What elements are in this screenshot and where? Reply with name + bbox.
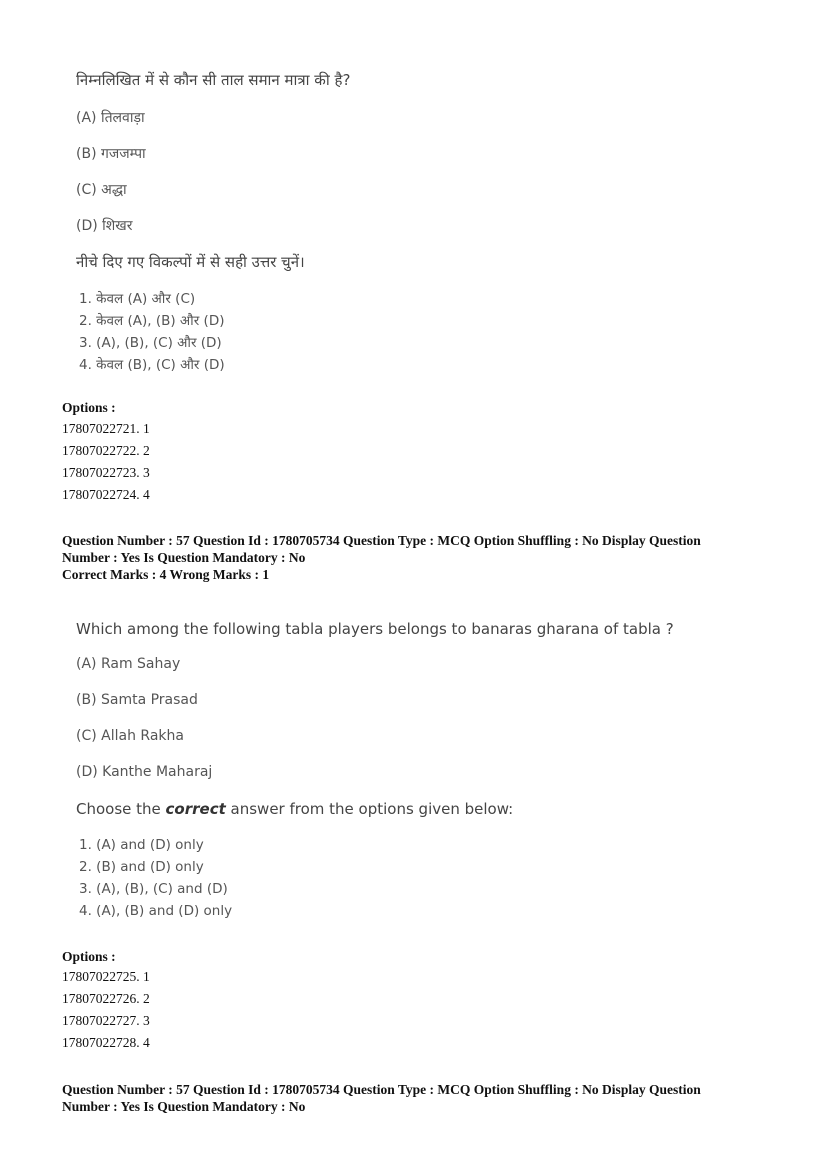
question-metadata-line-1: Question Number : 57 Question Id : 1780705734 Question Type : MCQ Option Shuffling : No Display Question — [62, 1082, 701, 1097]
question-stem: Which among the following tabla players belongs to banaras gharana of tabla ? — [76, 620, 674, 638]
option-b: (B) Samta Prasad — [76, 692, 198, 708]
option-id-4: 17807022724. 4 — [62, 487, 150, 502]
option-id-4: 17807022728. 4 — [62, 1035, 150, 1050]
answer-choice-3: 3. (A), (B), (C) and (D) — [79, 881, 228, 897]
option-d: (D) शिखर — [76, 218, 133, 234]
option-c: (C) अद्धा — [76, 182, 127, 198]
answer-choice-4: 4. (A), (B) and (D) only — [79, 903, 233, 919]
answer-choice-1: 1. (A) and (D) only — [79, 837, 204, 853]
option-id-2: 17807022726. 2 — [62, 991, 150, 1006]
answer-choice-4: 4. केवल (B), (C) और (D) — [79, 357, 225, 373]
question-marks: Correct Marks : 4 Wrong Marks : 1 — [62, 567, 270, 582]
question-metadata-line-2: Number : Yes Is Question Mandatory : No — [62, 1099, 306, 1114]
answer-choice-2: 2. (B) and (D) only — [79, 859, 204, 875]
instruction-text: Choose the — [76, 800, 166, 818]
question-metadata — [62, 1081, 752, 1115]
options-label: Options : — [62, 400, 116, 415]
option-a: (A) तिलवाड़ा — [76, 110, 145, 126]
instruction-text: answer from the options given below: — [225, 800, 514, 818]
option-id-2: 17807022722. 2 — [62, 443, 150, 458]
question-instruction: नीचे दिए गए विकल्पों में से सही उत्तर चुनें। — [76, 253, 305, 271]
instruction-emphasis: correct — [165, 800, 226, 818]
question-instruction — [76, 800, 513, 818]
question-stem: निम्नलिखित में से कौन सी ताल समान मात्रा की है? — [76, 71, 351, 89]
option-id-3: 17807022723. 3 — [62, 465, 150, 480]
answer-choice-3: 3. (A), (B), (C) और (D) — [79, 335, 222, 351]
answer-choice-2: 2. केवल (A), (B) और (D) — [79, 313, 225, 329]
question-metadata-line-2: Number : Yes Is Question Mandatory : No — [62, 550, 306, 565]
option-b: (B) गजजम्पा — [76, 146, 146, 162]
question-image-hindi — [62, 60, 762, 380]
option-id-3: 17807022727. 3 — [62, 1013, 150, 1028]
question-metadata-line-1: Question Number : 57 Question Id : 1780705734 Question Type : MCQ Option Shuffling : No Display Question — [62, 533, 701, 548]
option-id-1: 17807022725. 1 — [62, 969, 150, 984]
question-metadata — [62, 532, 752, 583]
option-a: (A) Ram Sahay — [76, 656, 181, 672]
option-id-1: 17807022721. 1 — [62, 421, 150, 436]
option-d: (D) Kanthe Maharaj — [76, 764, 213, 780]
question-image-english — [62, 610, 762, 930]
answer-choice-1: 1. केवल (A) और (C) — [79, 291, 196, 307]
option-c: (C) Allah Rakha — [76, 728, 184, 744]
options-label: Options : — [62, 949, 116, 964]
